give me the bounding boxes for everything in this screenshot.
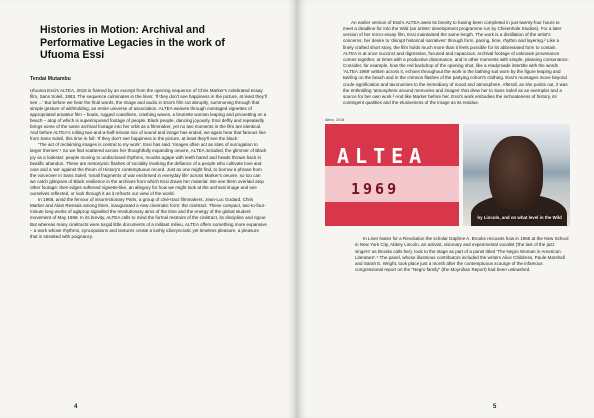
figure-images: [325, 124, 570, 226]
right-body-text-top: [325, 20, 570, 106]
left-body-text: [30, 88, 267, 240]
page-number-left: 4: [74, 404, 78, 410]
figure-face: [489, 136, 543, 210]
right-body-text-bottom: [325, 236, 570, 273]
author-name: Tendai Mutambu: [30, 75, 71, 82]
right-page: [297, 0, 594, 418]
altea-year: 1969: [351, 180, 400, 199]
article-title: Histories in Motion: Archival and Performative Legacies in the work of Ufuoma Essi: [40, 24, 225, 61]
altea-title-still: [325, 124, 459, 226]
paragraph: In 1968, amid the fervour of insurrectionary Paris, a group of ciné-tract filmmakers, Jean-Luc Godard, Chris Marker and Alain Resnais among them, inaugurated a new cinematic form: the cinétract. These compact, two-to-four-minute long works of agitprop signalled the revolutionary aims of the time and the energy of the global student movement of May 1968. In its brevity, ALTEA calls to mind the formal restraint of the cinétract, its discipline and rigour. But whereas many cinétracts were turgid little documents of a militant milieu, ALTEA offers something more expansive – a work whose rhythms, syncopations and textures create a lushly idiosyncratic yet timeless pleasure, a pleasure that is streaked with poignancy.: [30, 197, 267, 239]
film-subtitle: by Lincoln, and on what level in the Wild: [477, 215, 562, 221]
paragraph: An earlier version of Essi's ALTEA owes its brevity to having been completed in just twenty-four hours to meet a deadline for Into the Wild (an artists' development programme run by Chisenhale Studios). For a later version of her micro-essay film, Essi maintained the same length. The work is a distillation of the artist's concerns, her desire to 'disrupt historical narratives' through form, pacing, time, rhythm and layering.² Like a finely crafted short story, the film holds much more than it feels possible for its abbreviated form to contain. ALTEA is at once succinct and digressive, focused and capacious. Archival footage of unknown provenance comes together, at times with a productive dissonance, and in other moments with simple, pleasing consonance. Consider, for example, how the red backdrop of the opening shot, like a readymade intertitle with the words 'ALTEA 1969' written across it, echoes throughout the work in the bathing suit worn by the figure leaping and twirling on the beach and in the crimson flashes of the partying cohort's clothing. Essi's montages move beyond crude signification and taxonomies to the immediacy of mood and atmosphere. Afterall, as she points out, it was the enthralling 'atmosphere around memories and images' that drew her to Sans Soleil as an exemplar and a source for her own work.³ And like Marker before her, Essi's work embodies the inchoateness of history, its contingent qualities and the elusiveness of the image as its residue.: [343, 20, 569, 106]
paragraph: 'The act of reclaiming images is central to my work', Essi has said. 'Images often act as sites of surrogation to larger themes'.¹ So we find scattered across her thoughtfully expanding oeuvre, ALTEA included, the glimmer of Black joy as a lodestar: people moving to undisclosed rhythms, mouths agape with teeth bared and heads thrown back in beatific abandon. These are metonymic flashes of sociality invoking the defiance of a people who cultivate love and care and a 'we' against the thrum of History's contemptuous record. Just as one might find, to borrow a phrase from the voiceover in Sans Soleil, 'small fragments of war enshrined in everyday life' across Marker's oeuvre, so too can we catch glimpses of Black resilience in the archives from which Essi draws her material. We see them overlaid atop other footage; their edges softened vignette-like, an allegory for how we might look at the archival image and see ourselves reflected, or look through it as it refracts our view of the world.: [30, 142, 267, 197]
figure-caption: Altea, 2018: [325, 118, 345, 123]
portrait-beach-still: [463, 124, 570, 226]
paragraph: Ufuoma Essi's ALTEA, 2018 is framed by an excerpt from the opening sequence of Chris Marker's celebrated essay film, Sans Soleil, 1983. The sequence culminates in the lines: 'If they don't see happiness in the picture, at least they'll see ...' But before we hear the final words, the image and audio in Essi's film cut abruptly, summoning through that simple gesture of withholding, an entire universe of association. ALTEA weaves through montaged vignettes of appropriated amateur film – boats, rugged coastlines, crashing waves, a brunette woman leaping and pirouetting on a beach – atop of which is superimposed footage of people. Black people, dancing joyously. Essi deftly and repeatedly brings some of the same archival footage into her orbit as a filmmaker, yet no two moments in the film are identical. And before ALTEA's rolling two-and-a-half-minute mix of sound and image has ended, we again hear that famous line from Sans Soleil, this time in full: 'If they don't see happiness in the picture, at least they'll see the black.': [30, 87, 267, 142]
page-number-right: 5: [493, 404, 497, 410]
paragraph: In Liner Notes for a Revolution the scholar Daphne A. Brooks recounts how in 1965 at the New School in New York City, Abbey Lincoln, an activist, visionary and experimental vocalist ('the last of the jazz singers' as Brooks calls her), took to the stage as part of a panel titled 'The Negro Woman in American Literature'.⁴ The panel, whose illustrious contributors included the writers Alice Childress, Paule Marshall and Sarah E. Wright, took place just a month after the contemptuous scourge of the infamous congressional report on the "Negro family" (the Moynihan Report) had been unleashed.: [355, 236, 569, 272]
altea-word: ALTEA: [337, 144, 428, 169]
